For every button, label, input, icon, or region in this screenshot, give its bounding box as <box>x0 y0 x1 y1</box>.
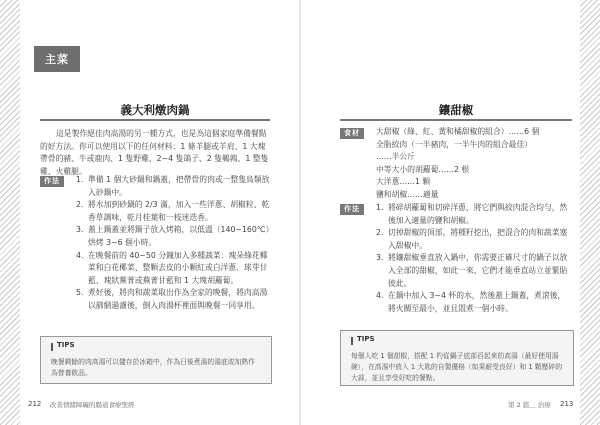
ingredient-item: 大甜椒（綠、紅、黃和橘甜椒的組合）……6 個 <box>376 127 540 136</box>
step-item <box>76 287 272 312</box>
left-tips-box <box>40 336 272 384</box>
ingredient-item: 鹽和胡椒……適量 <box>376 189 439 199</box>
step-item <box>376 290 572 315</box>
right-steps-list <box>376 202 572 315</box>
left-intro-paragraph: 這是製作絕佳肉高湯的另一種方式，也是為這個家庭準備餐點的好方法。你可以使用以下的任何材料：1 條羊腿或羊肩、1 大塊帶骨的豬、牛或鹿肉、1 隻野雞、2~4 隻鴿子、2 隻鵪鶉、1 整隻雞、火雞腿。 <box>40 129 269 176</box>
step-item <box>76 224 272 249</box>
step-item <box>76 199 272 224</box>
step-number: 1. <box>76 175 84 184</box>
right-title-rule <box>340 119 572 121</box>
ingredient-item: 全脂絞肉（一半豬肉，一半牛肉的組合最佳） <box>376 139 532 149</box>
step-text: 煮好後，將肉和蔬菜取出作為全家的晚餐，將肉高湯以篩網過濾後，倒入肉湯杯裡面與晚餐一同享用。 <box>88 288 268 310</box>
step-text: 將碎胡蘿蔔和切碎洋蔥，將它們與絞肉混合均勻，然後加入適量的鹽和胡椒。 <box>388 203 568 225</box>
step-item <box>376 252 572 290</box>
step-number: 1. <box>376 203 384 212</box>
section-tab: 主菜 <box>34 46 80 72</box>
right-page-number: 213 <box>560 400 574 408</box>
step-text: 將鑲甜椒垂直放入鍋中，你需要正確尺寸的鍋子以放入全部的甜椒，如此一來，它們才能垂直站立並緊貼彼此。 <box>388 253 568 288</box>
right-tips-text: 每個人吃 1 個甜椒，搭配 1 杓從鍋子底部舀起來的高湯（最好使用湯碗），在高湯中放入 1 大匙的自製優格（如果耐受良好）和 1 顆壓碎的大蒜，並且享受好吃的餐點。 <box>351 352 562 382</box>
left-tips-marker <box>51 343 53 351</box>
step-number: 5. <box>76 288 84 298</box>
left-margin-pattern <box>0 0 20 425</box>
right-tips-marker <box>351 337 353 345</box>
step-number: 2. <box>76 200 84 210</box>
right-footer: 第 2 篇＿ 治療 <box>508 401 551 409</box>
step-text: 將水加到砂鍋的 2/3 滿，加入一些洋蔥、胡椒粒、乾香草調味，乾月桂葉和一枝迷迭香。 <box>88 200 270 222</box>
right-tips-box <box>340 330 574 386</box>
step-number: 4. <box>76 250 84 260</box>
step-number: 2. <box>376 228 384 238</box>
step-item <box>76 174 272 199</box>
step-text: 蓋上鍋蓋並將鍋子放入烤箱，以低溫（140~160℃）烘烤 3~6 個小時。 <box>88 225 270 247</box>
left-tips-text: 晚餐剩餘的肉高湯可以儲存於冰箱中，作為日後煮湯的湯底或加熱作為營養飲品。 <box>51 358 255 377</box>
ingredient-item: 中等大小的胡蘿蔔……2 根 <box>376 164 470 174</box>
left-footer: 改善情緒障礙的腸道食療聖經 <box>50 401 135 409</box>
ingredients-label: 食材 <box>340 128 364 139</box>
left-page-number: 212 <box>28 400 42 408</box>
step-number: 3. <box>76 225 84 235</box>
right-method-label: 作法 <box>340 204 364 215</box>
step-item <box>376 202 572 227</box>
ingredient-item: ……半公斤 <box>376 152 415 162</box>
left-tips-label: TIPS <box>57 341 75 349</box>
step-item <box>376 227 572 252</box>
step-text: 切掉甜椒的頂部，將種籽挖出，把混合的肉和蔬菜塞入甜椒中。 <box>388 228 568 250</box>
page-gutter <box>299 0 301 425</box>
ingredients-list <box>376 126 572 202</box>
left-recipe-title: 義大利燉肉鍋 <box>120 103 190 117</box>
left-steps-list <box>76 174 272 313</box>
right-recipe-title: 鑲甜椒 <box>438 103 474 117</box>
right-margin-pattern <box>580 0 600 425</box>
left-title-rule <box>40 119 270 121</box>
step-number: 3. <box>376 253 384 263</box>
ingredient-item: 大洋蔥……1 顆 <box>376 177 431 187</box>
right-tips-label: TIPS <box>357 335 375 343</box>
step-text: 在鍋中加入 3~4 杯的水，然後蓋上鍋蓋，煮滾後，將火關至最小，並且悶煮一個小時。 <box>388 291 566 313</box>
step-number: 4. <box>376 291 384 301</box>
step-text: 準備 1 個大砂鍋和鍋蓋，把帶骨的肉或一整隻鳥類放入砂鍋中。 <box>88 175 270 197</box>
step-item <box>76 250 272 288</box>
left-method-label: 作法 <box>40 176 64 187</box>
step-text: 在晚餐前的 40~50 分鐘加入多種蔬菜：塊朵綠花椰菜和白花椰菜、整顆去皮的小顆紅或白洋蔥、球芽甘藍、塊狀蕪菁或蕪菁甘藍和 1 大塊胡蘿蔔。 <box>88 250 268 285</box>
